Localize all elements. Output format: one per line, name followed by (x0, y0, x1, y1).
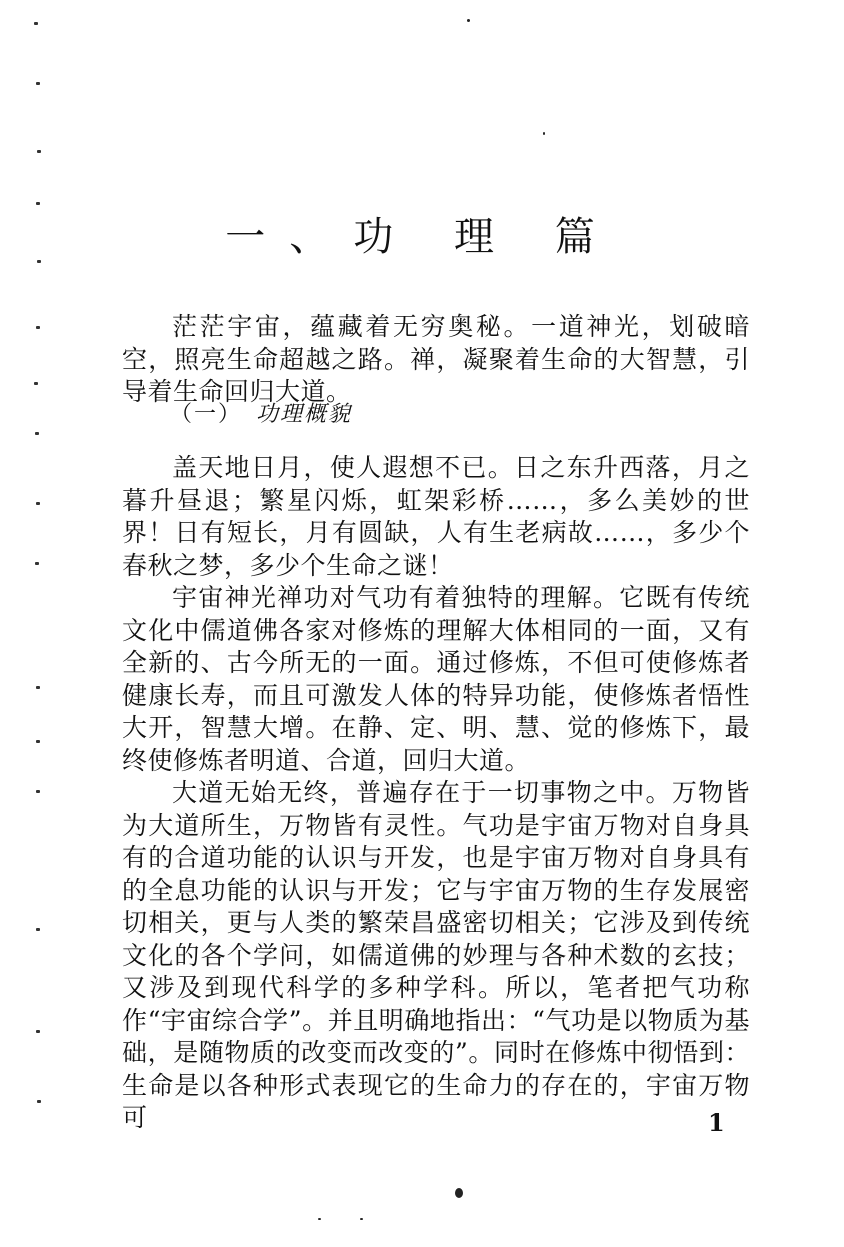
scan-speck (543, 132, 545, 135)
scan-mark (36, 790, 40, 793)
section-title: 功理概貌 (256, 402, 353, 427)
scan-speck (467, 19, 470, 22)
scan-mark (37, 150, 41, 153)
scan-mark (36, 502, 40, 505)
body-text (122, 452, 750, 1135)
scan-mark (34, 22, 38, 25)
scan-mark (37, 1100, 41, 1103)
section-heading (170, 397, 352, 428)
scan-mark (36, 740, 40, 743)
scan-mark (36, 686, 40, 689)
scan-mark (34, 382, 38, 385)
scan-mark (35, 432, 39, 435)
page-number: 1 (708, 1108, 725, 1137)
body-paragraph: 大道无始无终，普遍存在于一切事物之中。万物皆为大道所生，万物皆有灵性。气功是宇宙万物对自身具有的合道功能的认识与开发，也是宇宙万物对自身具有的全息功能的认识与开发；它与宇宙万物的生存发展密切相关，更与人类的繁荣昌盛密切相关；它涉及到传统文化的各个学问，如儒道佛的妙理与各种术数的玄技；又涉及到现代科学的多种学科。所以，笔者把气功称作“宇宙综合学”。并且明确地指出：“气功是以物质为基础，是随物质的改变而改变的”。同时在修炼中彻悟到：生命是以各种形式表现它的生命力的存在的，宇宙万物可 (122, 778, 750, 1132)
scan-mark (36, 82, 40, 85)
body-paragraph: 宇宙神光禅功对气功有着独特的理解。它既有传统文化中儒道佛各家对修炼的理解大体相同的一面，又有全新的、古今所无的一面。通过修炼，不但可使修炼者健康长寿，而且可激发人体的特异功能，使修炼者悟性大开，智慧大增。在静、定、明、慧、觉的修炼下，最终使修炼者明道、合道，回归大道。 (122, 583, 750, 775)
scan-speck (455, 1188, 463, 1198)
scan-mark (36, 928, 40, 931)
body-paragraph: 盖天地日月，使人遐想不已。日之东升西落，月之暮升昼退；繁星闪烁，虹架彩桥……，多么美妙的世界！日有短长，月有圆缺，人有生老病故……，多少个春秋之梦，多少个生命之谜！ (122, 453, 750, 580)
scan-speck (318, 1218, 321, 1220)
scan-mark (36, 1030, 40, 1033)
section-number: （一） (170, 402, 243, 427)
scan-mark (36, 326, 40, 329)
scan-mark (35, 562, 39, 565)
chapter-title: 一、功 理 篇 (225, 213, 619, 260)
intro-paragraph: 茫茫宇宙，蕴藏着无穷奥秘。一道神光，划破暗空，照亮生命超越之路。禅，凝聚着生命的大智慧，引导着生命回归大道。 (122, 312, 750, 406)
intro-block (122, 311, 750, 409)
scan-speck (360, 1218, 363, 1220)
